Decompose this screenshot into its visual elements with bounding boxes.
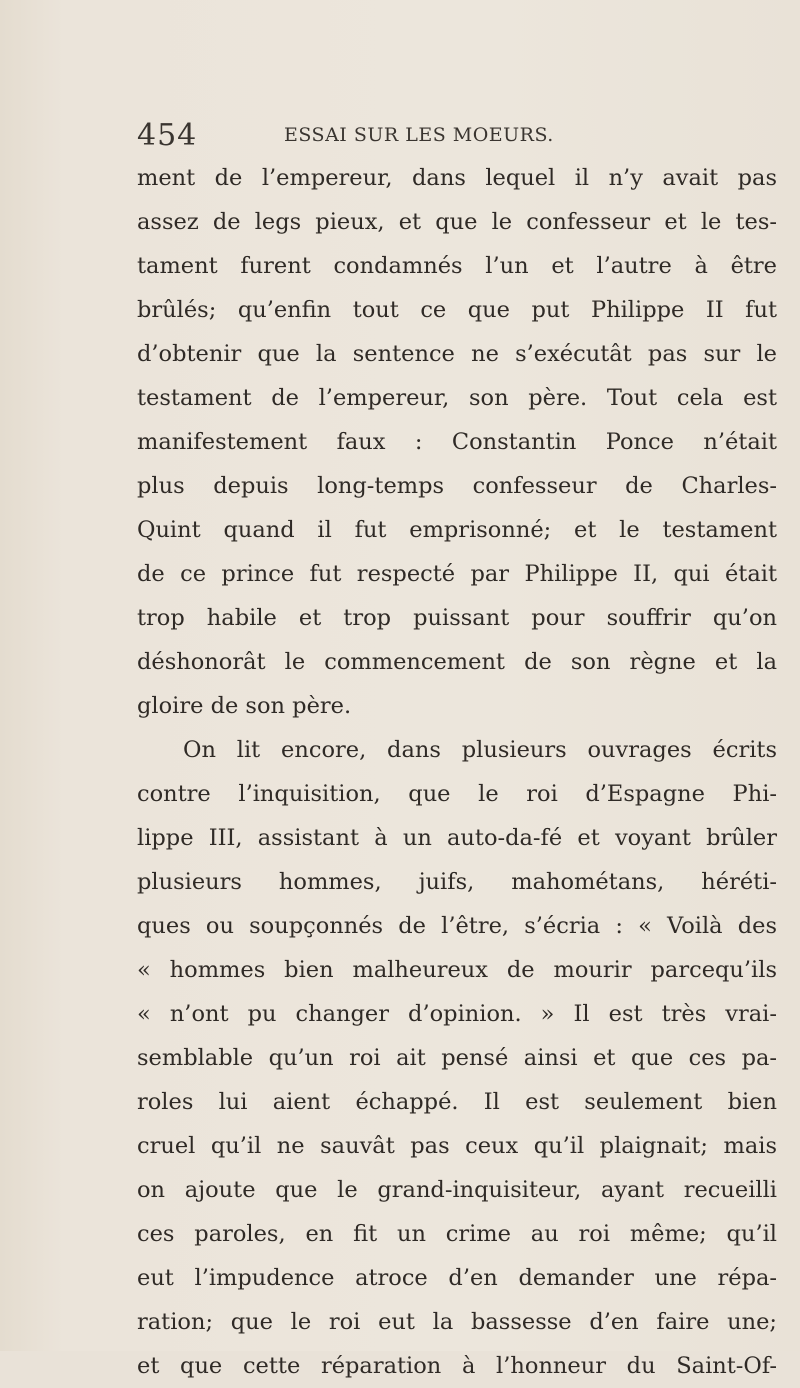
text-line: Quint quand il fut emprisonné; et le testament [137,517,777,543]
text-line: de ce prince fut respecté par Philippe II, qui était [137,561,777,587]
text-line: testament de l’empereur, son père. Tout cela est [137,385,777,411]
text-line: tament furent condamnés l’un et l’autre à être [137,253,777,279]
running-head: ESSAI SUR LES MOEURS. [284,124,554,146]
text-line: plus depuis long-temps confesseur de Charles- [137,473,777,499]
text-line: déshonorât le commencement de son règne et la [137,649,777,675]
text-line: « n’ont pu changer d’opinion. » Il est très vrai- [137,1001,777,1027]
body-text [137,156,777,1388]
text-line: ration; que le roi eut la bassesse d’en faire une; [137,1309,777,1335]
text-line: ces paroles, en fit un crime au roi même; qu’il [137,1221,777,1247]
text-line: contre l’inquisition, que le roi d’Espagne Phi- [137,781,777,807]
text-line: assez de legs pieux, et que le confesseur et le tes- [137,209,777,235]
text-line: manifestement faux : Constantin Ponce n’était [137,429,777,455]
page-header [137,118,777,158]
text-line: ques ou soupçonnés de l’être, s’écria : « Voilà des [137,913,777,939]
page-number: 454 [137,118,198,153]
text-line: d’obtenir que la sentence ne s’exécutât pas sur le [137,341,777,367]
text-line: ment de l’empereur, dans lequel il n’y avait pas [137,165,777,191]
text-line: plusieurs hommes, juifs, mahométans, héréti- [137,869,777,895]
text-line: brûlés; qu’enfin tout ce que put Philippe II fut [137,297,777,323]
text-line: trop habile et trop puissant pour souffrir qu’on [137,605,777,631]
text-line: on ajoute que le grand-inquisiteur, ayant recueilli [137,1177,777,1203]
text-line: semblable qu’un roi ait pensé ainsi et que ces pa- [137,1045,777,1071]
text-line: et que cette réparation à l’honneur du Saint-Of- [137,1353,777,1379]
text-line: roles lui aient échappé. Il est seulement bien [137,1089,777,1115]
text-line: cruel qu’il ne sauvât pas ceux qu’il plaignait; mais [137,1133,777,1159]
text-line: lippe III, assistant à un auto-da-fé et voyant brûler [137,825,777,851]
text-line: gloire de son père. [137,693,352,719]
text-line: « hommes bien malheureux de mourir parcequ’ils [137,957,777,983]
text-line: On lit encore, dans plusieurs ouvrages écrits [183,737,777,763]
text-line: eut l’impudence atroce d’en demander une répa- [137,1265,777,1291]
